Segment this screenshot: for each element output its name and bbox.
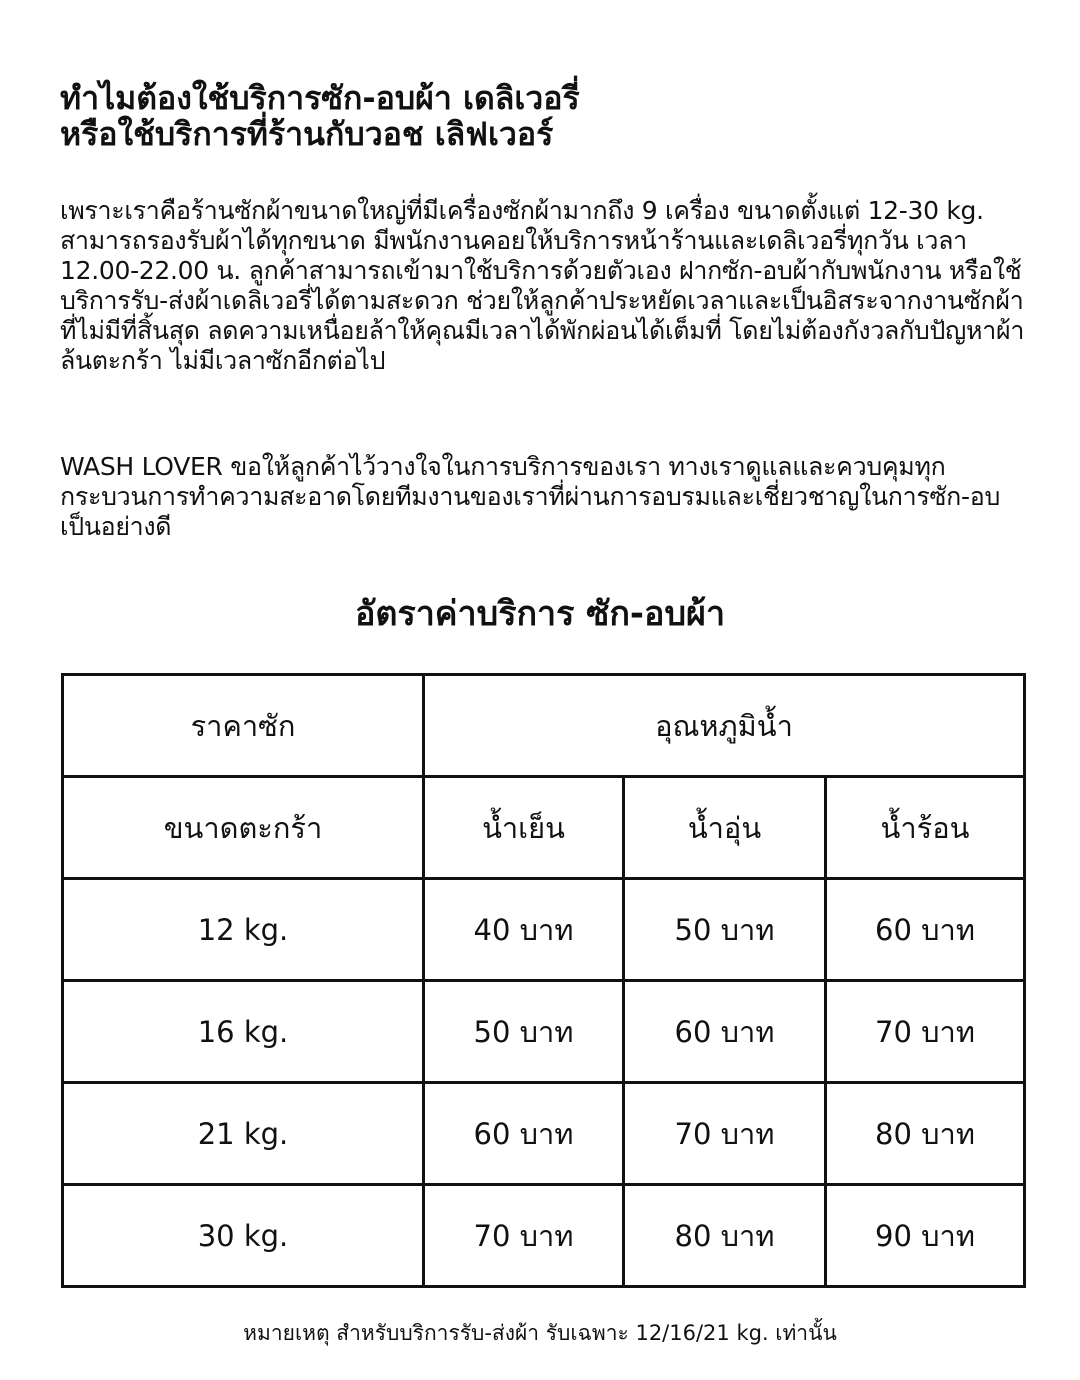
size-cell: 30 kg. — [63, 1185, 424, 1287]
warm-price-cell: 80 บาท — [624, 1185, 826, 1287]
table-subheader-row — [63, 777, 1025, 879]
size-cell: 21 kg. — [63, 1083, 424, 1185]
table-row — [63, 1083, 1025, 1185]
warm-price-cell: 50 บาท — [624, 879, 826, 981]
hot-price-cell: 60 บาท — [826, 879, 1025, 981]
table-header-row — [63, 675, 1025, 777]
cold-price-cell: 40 บาท — [424, 879, 624, 981]
hot-price-cell: 80 บาท — [826, 1083, 1025, 1185]
header-price-cell: ราคาซัก — [63, 675, 424, 777]
header-hot-water-cell: น้ำร้อน — [826, 777, 1025, 879]
warm-price-cell: 60 บาท — [624, 981, 826, 1083]
cold-price-cell: 70 บาท — [424, 1185, 624, 1287]
hot-price-cell: 90 บาท — [826, 1185, 1025, 1287]
price-section-title: อัตราค่าบริการ ซัก-อบผ้า — [354, 594, 726, 634]
table-row — [63, 981, 1025, 1083]
header-basket-size-cell: ขนาดตะกร้า — [63, 777, 424, 879]
size-cell: 12 kg. — [63, 879, 424, 981]
intro-paragraph: เพราะเราคือร้านซักผ้าขนาดใหญ่ที่มีเครื่องซักผ้ามากถึง 9 เครื่อง ขนาดตั้งแต่ 12-30 kg. สามารถรองรับผ้าได้ทุกขนาด มีพนักงานคอยให้บริการหน้าร้านและเดลิเวอรี่ทุกวัน เวลา 12.00-22.00 น. ลูกค้าสามารถเข้ามาใช้บริการด้วยตัวเอง ฝากซัก-อบผ้ากับพนักงาน หรือใช้บริการรับ-ส่งผ้าเดลิเวอรี่ได้ตามสะดวก ช่วยให้ลูกค้าประหยัดเวลาและเป็นอิสระจากงานซักผ้าที่ไม่มีที่สิ้นสุด ลดความเหนื่อยล้าให้คุณมีเวลาได้พักผ่อนได้เต็มที่ โดยไม่ต้องกังวลกับปัญหาผ้าล้นตะกร้า ไม่มีเวลาซักอีกต่อไป — [60, 196, 1025, 375]
hot-price-cell: 70 บาท — [826, 981, 1025, 1083]
cold-price-cell: 50 บาท — [424, 981, 624, 1083]
header-warm-water-cell: น้ำอุ่น — [624, 777, 826, 879]
page-title-line-2: หรือใช้บริการที่ร้านกับวอช เลิฟเวอร์ — [60, 115, 554, 153]
header-temperature-cell: อุณหภูมิน้ำ — [424, 675, 1025, 777]
footnote: หมายเหตุ สำหรับบริการรับ-ส่งผ้า รับเฉพาะ 12/16/21 kg. เท่านั้น — [243, 1321, 837, 1345]
cold-price-cell: 60 บาท — [424, 1083, 624, 1185]
page-title — [60, 80, 1020, 152]
table-row — [63, 1185, 1025, 1287]
warm-price-cell: 70 บาท — [624, 1083, 826, 1185]
trust-paragraph: WASH LOVER ขอให้ลูกค้าไว้วางใจในการบริการของเรา ทางเราดูแลและควบคุมทุกกระบวนการทำความสะอาดโดยทีมงานของเราที่ผ่านการอบรมและเชี่ยวชาญในการซัก-อบเป็นอย่างดี — [60, 452, 1001, 541]
price-table — [61, 673, 1026, 1288]
size-cell: 16 kg. — [63, 981, 424, 1083]
table-row — [63, 879, 1025, 981]
header-cold-water-cell: น้ำเย็น — [424, 777, 624, 879]
page-title-line-1: ทำไมต้องใช้บริการซัก-อบผ้า เดลิเวอรี่ — [60, 79, 580, 117]
